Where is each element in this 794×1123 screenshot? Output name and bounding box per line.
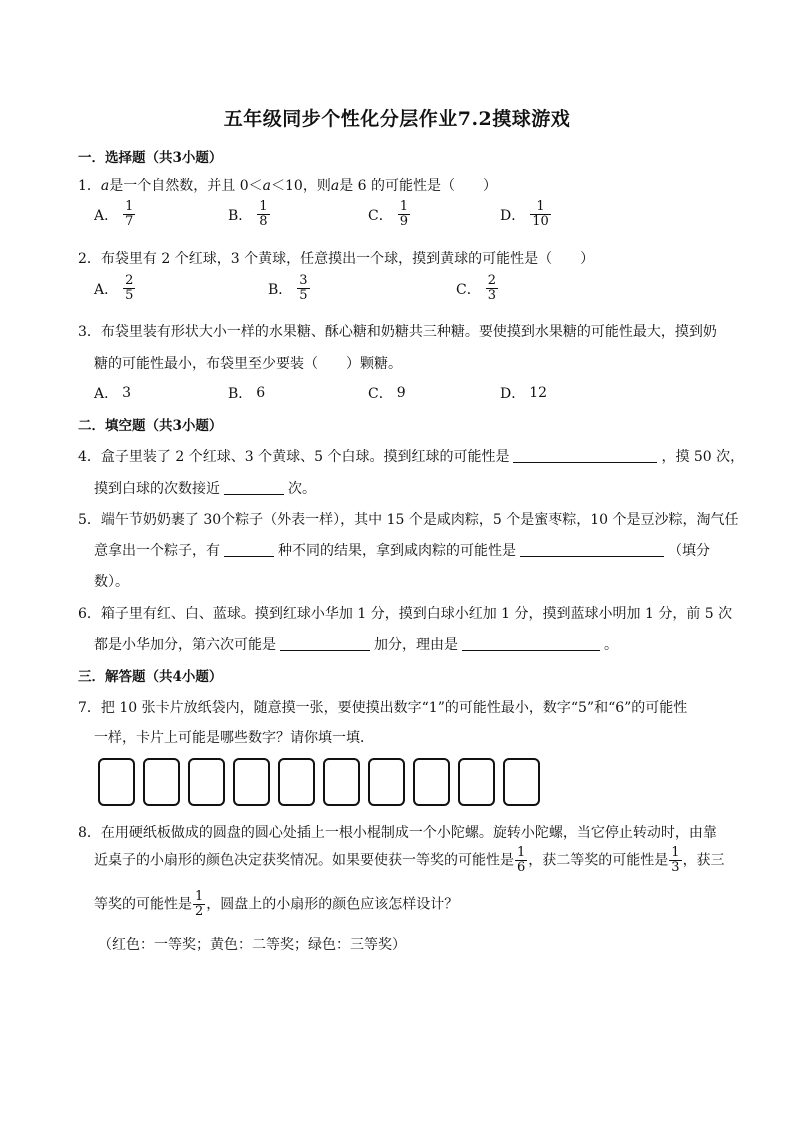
answer-blank[interactable] — [520, 542, 664, 557]
section-heading-fill-blank: 二．填空题（共3小题） — [78, 418, 223, 434]
fraction: $\frac{1}{10}$ — [532, 199, 549, 229]
answer-blank[interactable] — [462, 636, 600, 651]
option-b[interactable]: B． $\frac{3}{5}$ — [268, 273, 308, 303]
fraction: $\frac{2}{5}$ — [125, 273, 134, 303]
question-5-continued: 数）。 — [94, 574, 129, 590]
question-text: ＜10，则 — [271, 178, 331, 194]
question-8-continued: 近桌子的小扇形的颜色决定获奖情况。如果要使获一等奖的可能性是 $\frac{1}{6}$ ，获二等奖的可能性是 $\frac{1}{3}$ ，获三 — [94, 845, 725, 875]
question-6: 6．箱子里有红、白、蓝球。摸到红球小华加 1 分，摸到白球小红加 1 分，摸到蓝球小明加 1 分，前 5 次 — [78, 606, 733, 622]
option-b[interactable]: B． $\frac{1}{8}$ — [228, 199, 268, 229]
q2-options — [94, 274, 654, 310]
card-box[interactable] — [143, 758, 180, 806]
question-4-continued: 摸到白球的次数接近 次。 — [94, 481, 316, 497]
card-box[interactable] — [413, 758, 450, 806]
option-c[interactable]: C． 9 — [368, 385, 406, 402]
fraction: $\frac{1}{2}$ — [195, 889, 204, 919]
variable-a: a — [330, 178, 340, 194]
question-text: 是一个自然数，并且 0＜ — [109, 178, 263, 194]
question-5: 5．端午节奶奶裹了 30个粽子（外表一样），其中 15 个是咸肉粽，5 个是蜜枣粽，10 个是豆沙粽，淘气任 — [78, 512, 739, 528]
fraction: $\frac{2}{3}$ — [487, 273, 496, 303]
answer-blank[interactable] — [224, 542, 274, 557]
option-a[interactable]: A． $\frac{2}{5}$ — [94, 273, 134, 303]
card-box[interactable] — [278, 758, 315, 806]
question-5-continued: 意拿出一个粽子，有 种不同的结果，拿到咸肉粽的可能性是 （填分 — [94, 543, 710, 559]
page-title: 五年级同步个性化分层作业7.2摸球游戏 — [223, 108, 571, 130]
question-number: 8． — [78, 825, 101, 841]
option-d[interactable]: D． $\frac{1}{10}$ — [500, 199, 549, 229]
option-a[interactable]: A． 3 — [94, 385, 132, 402]
question-number: 7． — [78, 700, 101, 716]
section-heading-choice: 一．选择题（共3小题） — [78, 150, 223, 166]
q1-options — [94, 200, 654, 236]
variable-a: a — [100, 178, 110, 194]
answer-blank[interactable] — [280, 636, 370, 651]
question-text: 是 6 的可能性是（ ） — [339, 178, 497, 194]
question-number: 6． — [78, 606, 101, 622]
card-box[interactable] — [323, 758, 360, 806]
question-number: 4． — [78, 449, 101, 465]
question-number: 1． — [78, 178, 101, 194]
question-number: 2． — [78, 251, 101, 267]
card-box[interactable] — [233, 758, 270, 806]
question-8-continued: 等奖的可能性是 $\frac{1}{2}$ ，圆盘上的小扇形的颜色应该怎样设计？ — [94, 889, 459, 919]
fraction: $\frac{1}{3}$ — [671, 845, 680, 875]
question-3-continued: 糖的可能性最小，布袋里至少要装（ ）颗糖。 — [94, 356, 402, 372]
question-text: 布袋里装有形状大小一样的水果糖、酥心糖和奶糖共三种糖。要使摸到水果糖的可能性最大，摸到奶 — [100, 324, 717, 340]
fraction: $\frac{3}{5}$ — [299, 273, 308, 303]
card-box[interactable] — [368, 758, 405, 806]
fraction: $\frac{1}{7}$ — [125, 199, 134, 229]
question-number: 5． — [78, 512, 101, 528]
card-box[interactable] — [503, 758, 540, 806]
card-row — [98, 758, 540, 806]
question-number: 3． — [78, 324, 101, 340]
option-c[interactable]: C． $\frac{2}{3}$ — [456, 273, 496, 303]
question-6-continued: 都是小华加分，第六次可能是 加分，理由是 。 — [94, 637, 618, 653]
option-a[interactable]: A． $\frac{1}{7}$ — [94, 199, 134, 229]
answer-blank[interactable] — [224, 480, 284, 495]
option-d[interactable]: D． 12 — [500, 385, 548, 402]
card-box[interactable] — [458, 758, 495, 806]
question-text: 布袋里有 2 个红球，3 个黄球，任意摸出一个球，摸到黄球的可能性是（ ） — [100, 251, 595, 267]
question-1 — [78, 175, 497, 195]
question-7: 7．把 10 张卡片放纸袋内，随意摸一张，要使摸出数字“1”的可能性最小，数字“5”和“6”的可能性 — [78, 700, 688, 716]
option-b[interactable]: B． 6 — [228, 385, 266, 402]
fraction: $\frac{1}{9}$ — [399, 199, 408, 229]
q3-options — [94, 383, 654, 403]
question-2 — [78, 248, 594, 268]
question-4: 4．盒子里装了 2 个红球、3 个黄球、5 个白球。摸到红球的可能性是 ，摸 50 次， — [78, 449, 745, 465]
fraction: $\frac{1}{8}$ — [259, 199, 268, 229]
color-legend-hint: （红色：一等奖；黄色：二等奖；绿色：三等奖） — [98, 937, 406, 953]
answer-blank[interactable] — [513, 448, 657, 463]
option-c[interactable]: C． $\frac{1}{9}$ — [368, 199, 408, 229]
card-box[interactable] — [188, 758, 225, 806]
fraction: $\frac{1}{6}$ — [517, 845, 526, 875]
section-heading-answer: 三．解答题（共4小题） — [78, 669, 223, 685]
variable-a: a — [262, 178, 271, 194]
question-8: 8．在用硬纸板做成的圆盘的圆心处插上一根小棍制成一个小陀螺。旋转小陀螺，当它停止转动时，由靠 — [78, 825, 717, 841]
question-3 — [78, 321, 717, 341]
question-7-continued: 一样，卡片上可能是哪些数字？请你填一填． — [94, 730, 374, 746]
card-box[interactable] — [98, 758, 135, 806]
